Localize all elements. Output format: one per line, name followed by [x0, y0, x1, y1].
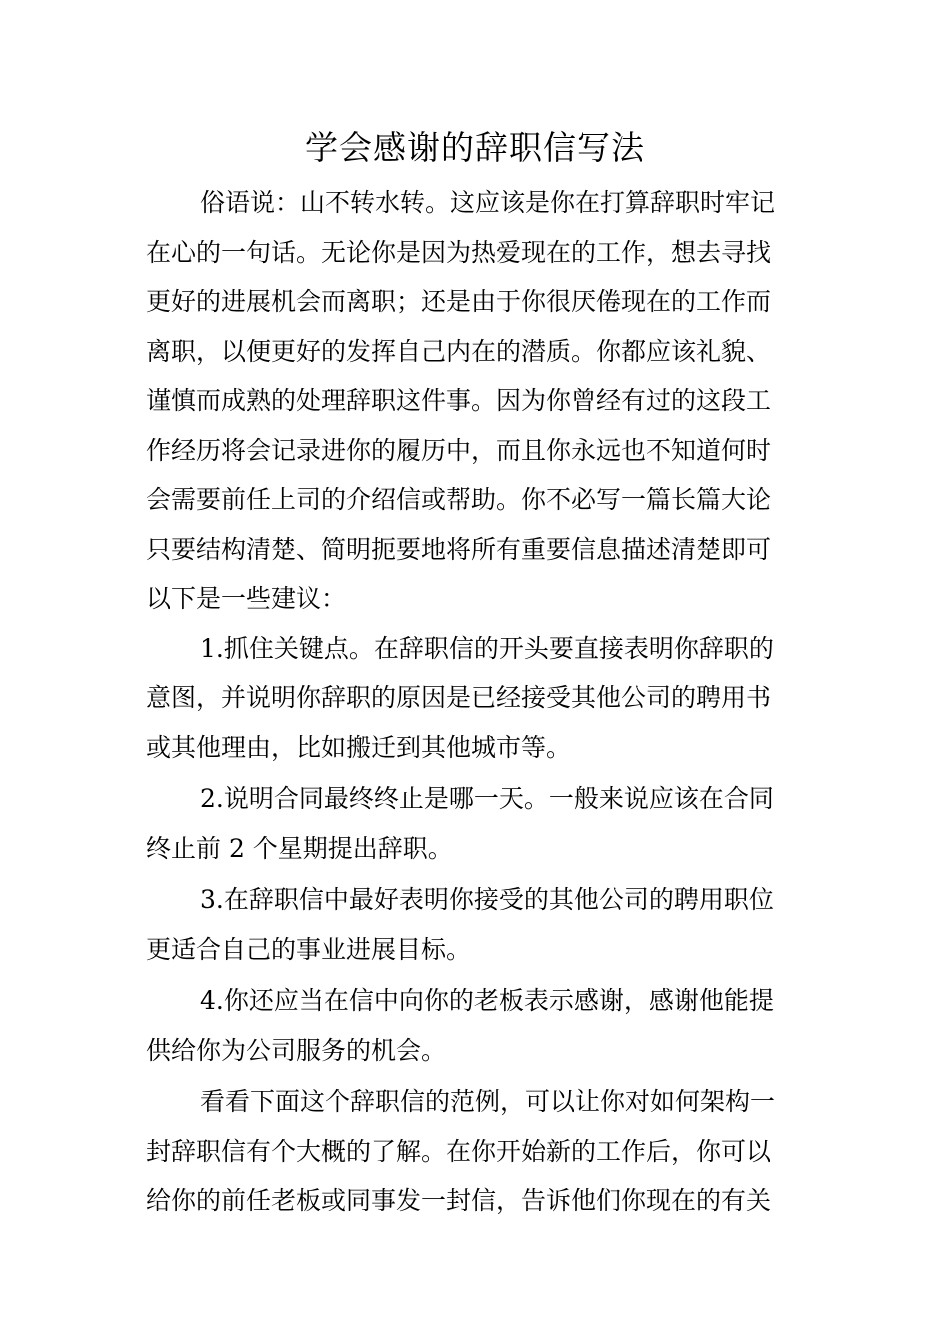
text-line: 终止前 2 个星期提出辞职。: [146, 833, 453, 863]
tip-1: [146, 624, 806, 773]
text-line: 俗语说：山不转水转。这应该是你在打算辞职时牢记: [200, 188, 776, 217]
text-line: 3.在辞职信中最好表明你接受的其他公司的聘用职位: [200, 885, 774, 914]
text-line: 会需要前任上司的介绍信或帮助。你不必写一篇长篇大论: [146, 485, 772, 514]
intro-paragraph: [146, 178, 806, 624]
document-body: [146, 178, 806, 1228]
text-line: 更好的进展机会而离职；还是由于你很厌倦现在的工作而: [146, 287, 772, 316]
example-paragraph: [146, 1077, 806, 1226]
text-line: 1.抓住关键点。在辞职信的开头要直接表明你辞职的: [200, 633, 774, 663]
text-line: 只要结构清楚、简明扼要地将所有重要信息描述清楚即可: [146, 534, 772, 564]
text-line: 或其他理由，比如搬迁到其他城市等。: [146, 732, 572, 762]
text-line: 谨慎而成熟的处理辞职这件事。因为你曾经有过的这段工: [146, 386, 772, 415]
tip-2: [146, 774, 806, 873]
text-line: 封辞职信有个大概的了解。在你开始新的工作后，你可以: [146, 1136, 772, 1166]
tip-4: [146, 976, 806, 1075]
text-line: 给你的前任老板或同事发一封信，告诉他们你现在的有关: [146, 1186, 772, 1215]
page-title: 学会感谢的辞职信写法: [305, 128, 645, 167]
text-line: 意图，并说明你辞职的原因是已经接受其他公司的聘用书: [146, 683, 772, 712]
text-line: 在心的一句话。无论你是因为热爱现在的工作，想去寻找: [146, 237, 772, 267]
text-line: 看看下面这个辞职信的范例，可以让你对如何架构一: [200, 1087, 776, 1116]
text-line: 2.说明合同最终终止是哪一天。一般来说应该在合同: [200, 784, 774, 813]
paragraph-gap: [146, 1226, 806, 1228]
text-line: 供给你为公司服务的机会。: [146, 1035, 447, 1065]
tip-3: [146, 875, 806, 974]
text-line: 作经历将会记录进你的履历中，而且你永远也不知道何时: [146, 435, 772, 465]
text-line: 以下是一些建议：: [146, 584, 347, 613]
text-line: 离职，以便更好的发挥自己内在的潜质。你都应该礼貌、: [146, 336, 772, 366]
text-line: 4.你还应当在信中向你的老板表示感谢，感谢他能提: [200, 986, 774, 1015]
text-line: 更适合自己的事业进展目标。: [146, 934, 472, 964]
